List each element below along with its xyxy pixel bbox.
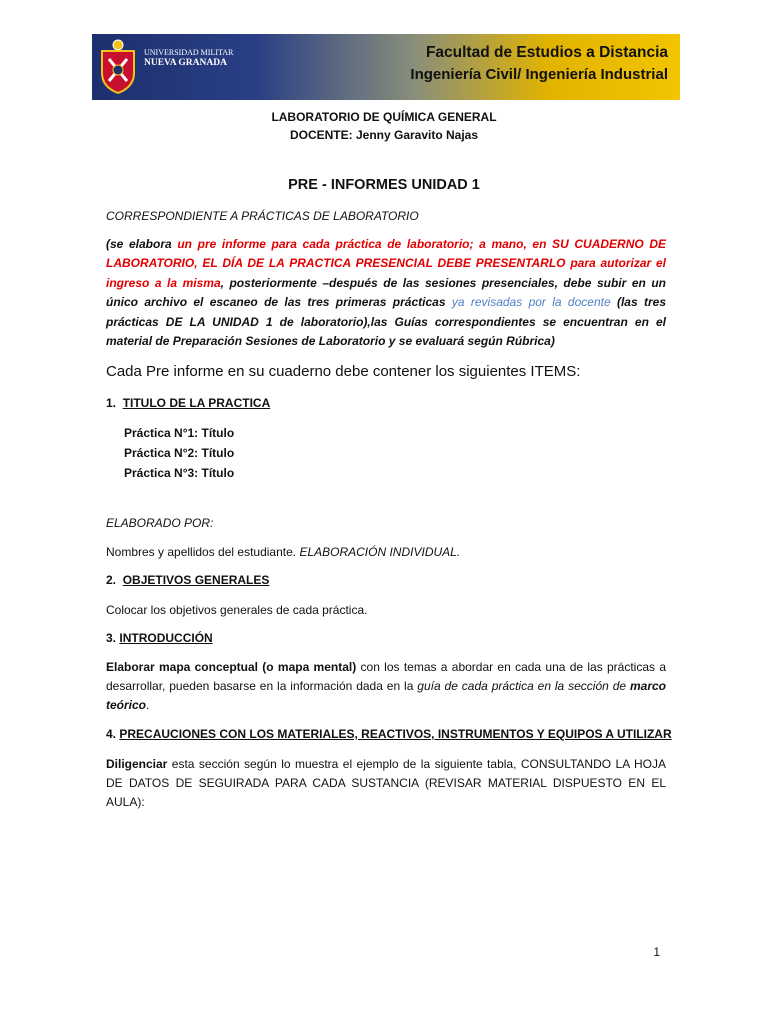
- page-number: 1: [653, 945, 660, 959]
- elaborated-text: [106, 543, 666, 562]
- intro-part-3: , posteriormente –después de las sesiones presenciales, debe subir en un único archivo el escaneo de las tres primeras prácticas: [106, 275, 667, 310]
- section-2-text: Colocar los objetivos generales de cada práctica.: [106, 603, 368, 617]
- section-4-title: PRECAUCIONES CON LOS MATERIALES, REACTIVOS, INSTRUMENTOS Y EQUIPOS A UTILIZAR: [119, 727, 672, 741]
- university-logo: [92, 34, 242, 100]
- section-3-body: con los temas a abordar en cada una de las prácticas a desarrollar, pueden basarse en la información dada en la: [106, 660, 666, 693]
- section-1-heading: [106, 396, 270, 410]
- section-4-bold: Diligenciar: [106, 757, 168, 771]
- section-4-heading: [106, 727, 672, 741]
- university-name-line2: NUEVA GRANADA: [144, 58, 227, 68]
- section-2-heading: [106, 573, 269, 587]
- program-names: Ingeniería Civil/ Ingeniería Industrial: [410, 66, 668, 83]
- faculty-name: Facultad de Estudios a Distancia: [425, 44, 668, 61]
- section-2-number: 2.: [106, 573, 117, 587]
- section-4-body: esta sección según lo muestra el ejemplo de la siguiente tabla, CONSULTANDO LA HOJA DE DATOS DE SEGUIRADA PARA CADA SUSTANCIA (REVISAR MATERIAL DISPUESTO EN EL AULA):: [106, 757, 666, 809]
- section-3-bold-italic: marco teórico: [106, 679, 666, 712]
- items-heading: Cada Pre informe en su cuaderno debe contener los siguientes ITEMS:: [106, 363, 581, 380]
- intro-part-1: (se elabora: [106, 237, 178, 251]
- university-name: [144, 48, 240, 68]
- page-title: PRE - INFORMES UNIDAD 1: [288, 177, 480, 193]
- page-subtitle: CORRESPONDIENTE A PRÁCTICAS DE LABORATORIO: [106, 209, 419, 223]
- section-4-text: [106, 755, 666, 812]
- practice-1: Práctica N°1: Título: [124, 426, 235, 440]
- section-3-italic: guía de cada práctica en la sección de: [417, 679, 630, 693]
- section-2-title: OBJETIVOS GENERALES: [122, 573, 270, 587]
- section-3-bold: Elaborar mapa conceptual (o mapa mental): [106, 660, 357, 674]
- elaborated-individual: ELABORACIÓN INDIVIDUAL.: [299, 545, 461, 559]
- elaborated-names: Nombres y apellidos del estudiante.: [106, 545, 300, 559]
- practice-2: Práctica N°2: Título: [124, 446, 235, 460]
- section-3-heading: [106, 631, 213, 645]
- teacher-name: DOCENTE: Jenny Garavito Najas: [289, 128, 479, 142]
- section-3-end: .: [146, 698, 150, 712]
- practice-3: Práctica N°3: Título: [124, 466, 235, 480]
- faculty-block: [410, 42, 668, 86]
- course-name: LABORATORIO DE QUÍMICA GENERAL: [271, 110, 497, 124]
- intro-part-2: un pre informe para cada práctica de laboratorio; a mano, en SU CUADERNO DE LABORATORIO, EL DÍA DE LA PRACTICA PRESENCIAL DEBE PRESENTARLO para autorizar el ingreso a la misma: [106, 237, 667, 290]
- header-banner: [92, 34, 680, 100]
- section-1-title: TITULO DE LA PRACTICA: [122, 396, 271, 410]
- university-name-line1: UNIVERSIDAD MILITAR: [144, 48, 234, 57]
- intro-paragraph: [106, 235, 666, 351]
- section-4-number: 4.: [106, 727, 117, 741]
- elaborated-label: ELABORADO POR:: [106, 516, 214, 530]
- intro-part-4: ya revisadas por la docente: [451, 295, 611, 310]
- section-1-number: 1.: [106, 396, 117, 410]
- section-3-title: INTRODUCCIÓN: [119, 631, 213, 645]
- intro-part-5: (las tres prácticas DE LA UNIDAD 1 de laboratorio),las Guías correspondientes se encuentran en el material de Preparación Sesiones de Laboratorio y se evaluará según Rúbrica): [106, 295, 667, 349]
- university-shield-icon: [98, 39, 138, 95]
- section-3-number: 3.: [106, 631, 117, 645]
- section-3-text: [106, 658, 666, 715]
